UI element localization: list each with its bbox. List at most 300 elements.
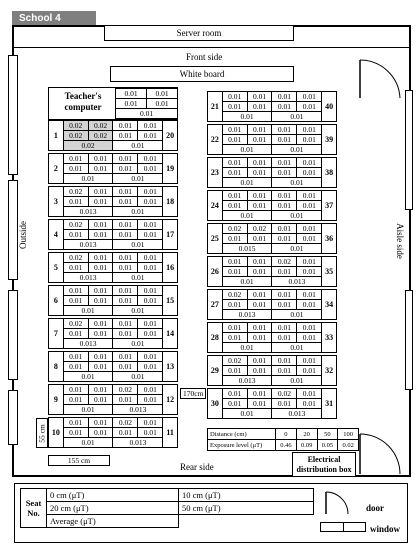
average-cell: 0.013 bbox=[222, 310, 272, 320]
seat-number: 36 bbox=[322, 224, 337, 254]
average-cell: 0.01 bbox=[272, 376, 322, 386]
reading-cell: 0.01 bbox=[272, 300, 297, 310]
reading-cell: 0.01 bbox=[247, 333, 272, 343]
reading-cell: 0.01 bbox=[247, 201, 272, 211]
reading-cell: 0.02 bbox=[272, 389, 297, 399]
seat-number: 4 bbox=[49, 220, 64, 250]
reading-cell: 0.01 bbox=[63, 352, 88, 362]
right-seat-pair bbox=[207, 355, 337, 386]
right-seat-pair bbox=[207, 223, 337, 254]
seat-number: 3 bbox=[49, 187, 64, 217]
reading-cell: 0.01 bbox=[297, 356, 322, 366]
reading-cell: 0.01 bbox=[297, 125, 322, 135]
reading-cell: 0.02 bbox=[222, 356, 247, 366]
front-side-label: Front side bbox=[186, 52, 223, 62]
reading-cell: 0.01 bbox=[297, 102, 322, 112]
reading-cell: 0.01 bbox=[222, 102, 247, 112]
window-right-2 bbox=[405, 290, 413, 390]
reading-cell: 0.01 bbox=[297, 224, 322, 234]
seat-number: 9 bbox=[49, 385, 64, 415]
reading-cell: 0.02 bbox=[113, 418, 138, 428]
teacher-value-grid bbox=[115, 88, 178, 119]
reading-cell: 0.01 bbox=[138, 164, 163, 174]
reading-cell: 0.01 bbox=[113, 296, 138, 306]
average-cell: 0.013 bbox=[113, 405, 163, 415]
seat-number: 21 bbox=[208, 92, 223, 122]
reading-cell: 0.01 bbox=[222, 300, 247, 310]
distance-value: 20 bbox=[296, 429, 317, 440]
reading-cell: 0.01 bbox=[297, 389, 322, 399]
average-cell: 0.01 bbox=[272, 343, 322, 353]
left-seat-pair bbox=[48, 153, 178, 184]
average-cell: 0.01 bbox=[113, 207, 163, 217]
server-room-divider bbox=[12, 47, 411, 48]
legend-0cm: 0 cm (μT) bbox=[47, 489, 179, 502]
reading-cell: 0.01 bbox=[247, 168, 272, 178]
reading-cell: 0.01 bbox=[138, 418, 163, 428]
reading-cell: 0.01 bbox=[63, 286, 88, 296]
teacher-value: 0.01 bbox=[147, 89, 178, 99]
teachers-computer bbox=[48, 87, 178, 120]
reading-cell: 0.01 bbox=[138, 352, 163, 362]
legend-10cm: 10 cm (μT) bbox=[179, 489, 314, 502]
reading-cell: 0.02 bbox=[222, 224, 247, 234]
left-seat-pair bbox=[48, 120, 178, 151]
reading-cell: 0.01 bbox=[247, 92, 272, 102]
reading-cell: 0.01 bbox=[88, 385, 113, 395]
average-cell: 0.01 bbox=[113, 174, 163, 184]
reading-cell: 0.01 bbox=[113, 197, 138, 207]
seat-number: 20 bbox=[163, 121, 178, 151]
reading-cell: 0.01 bbox=[247, 102, 272, 112]
reading-cell: 0.01 bbox=[88, 263, 113, 273]
reading-cell: 0.01 bbox=[222, 234, 247, 244]
seat-number: 26 bbox=[208, 257, 223, 287]
reading-cell: 0.01 bbox=[272, 333, 297, 343]
reading-cell: 0.01 bbox=[113, 428, 138, 438]
reading-cell: 0.01 bbox=[88, 329, 113, 339]
reading-cell: 0.01 bbox=[272, 191, 297, 201]
reading-cell: 0.01 bbox=[88, 296, 113, 306]
average-cell: 0.01 bbox=[222, 112, 272, 122]
average-cell: 0.013 bbox=[222, 376, 272, 386]
average-cell: 0.013 bbox=[272, 277, 322, 287]
reading-cell: 0.01 bbox=[113, 220, 138, 230]
legend-average: Average (μT) bbox=[47, 515, 179, 528]
reading-cell: 0.01 bbox=[272, 356, 297, 366]
seat-number: 32 bbox=[322, 356, 337, 386]
left-seat-pair bbox=[48, 186, 178, 217]
left-seat-pair bbox=[48, 285, 178, 316]
reading-cell: 0.01 bbox=[297, 201, 322, 211]
reading-cell: 0.01 bbox=[113, 319, 138, 329]
reading-cell: 0.01 bbox=[272, 399, 297, 409]
average-cell: 0.01 bbox=[113, 240, 163, 250]
window-legend-icon bbox=[320, 522, 366, 532]
reading-cell: 0.01 bbox=[138, 230, 163, 240]
right-seat-pair bbox=[207, 289, 337, 320]
reading-cell: 0.01 bbox=[88, 395, 113, 405]
rear-door-icon bbox=[358, 430, 410, 476]
right-seat-pair bbox=[207, 157, 337, 188]
reading-cell: 0.01 bbox=[297, 333, 322, 343]
reading-cell: 0.01 bbox=[88, 253, 113, 263]
right-seat-pair bbox=[207, 388, 337, 419]
reading-cell: 0.01 bbox=[222, 158, 247, 168]
teachers-computer-label: Teacher's computer bbox=[64, 91, 102, 112]
reading-cell: 0.01 bbox=[297, 323, 322, 333]
seat-number: 5 bbox=[49, 253, 64, 283]
reading-cell: 0.01 bbox=[272, 290, 297, 300]
reading-cell: 0.01 bbox=[247, 323, 272, 333]
reading-cell: 0.01 bbox=[88, 319, 113, 329]
distance-value: 0 bbox=[276, 429, 297, 440]
reading-cell: 0.01 bbox=[138, 263, 163, 273]
seat-number: 6 bbox=[49, 286, 64, 316]
reading-cell: 0.01 bbox=[138, 253, 163, 263]
reading-cell: 0.02 bbox=[272, 257, 297, 267]
reading-cell: 0.01 bbox=[247, 135, 272, 145]
average-cell: 0.013 bbox=[63, 339, 113, 349]
average-cell: 0.01 bbox=[113, 339, 163, 349]
average-cell: 0.01 bbox=[113, 141, 163, 151]
average-cell: 0.013 bbox=[63, 207, 113, 217]
seat-number: 25 bbox=[208, 224, 223, 254]
seat-number: 18 bbox=[163, 187, 178, 217]
rear-side-label: Rear side bbox=[180, 462, 214, 472]
reading-cell: 0.01 bbox=[222, 399, 247, 409]
reading-cell: 0.01 bbox=[138, 319, 163, 329]
aisle-side-label: Aisle side bbox=[395, 223, 405, 259]
seat-number: 33 bbox=[322, 323, 337, 353]
reading-cell: 0.01 bbox=[272, 366, 297, 376]
reading-cell: 0.01 bbox=[222, 333, 247, 343]
reading-cell: 0.01 bbox=[138, 121, 163, 131]
reading-cell: 0.01 bbox=[138, 395, 163, 405]
teacher-value: 0.01 bbox=[116, 89, 147, 99]
dimension-155cm: 155 cm bbox=[48, 455, 110, 466]
exposure-value: 0.46 bbox=[276, 440, 297, 451]
reading-cell: 0.01 bbox=[138, 154, 163, 164]
average-cell: 0.013 bbox=[113, 438, 163, 448]
teacher-value: 0.01 bbox=[116, 109, 178, 119]
average-cell: 0.013 bbox=[63, 273, 113, 283]
seat-number: 17 bbox=[163, 220, 178, 250]
reading-cell: 0.01 bbox=[297, 135, 322, 145]
exposure-label: Exposure level (μT) bbox=[208, 440, 276, 451]
reading-cell: 0.01 bbox=[88, 220, 113, 230]
reading-cell: 0.01 bbox=[272, 267, 297, 277]
reading-cell: 0.01 bbox=[138, 385, 163, 395]
reading-cell: 0.02 bbox=[113, 385, 138, 395]
reading-cell: 0.01 bbox=[138, 187, 163, 197]
average-cell: 0.01 bbox=[272, 211, 322, 221]
seat-number: 29 bbox=[208, 356, 223, 386]
reading-cell: 0.01 bbox=[63, 296, 88, 306]
reading-cell: 0.01 bbox=[63, 329, 88, 339]
reading-cell: 0.01 bbox=[222, 92, 247, 102]
reading-cell: 0.01 bbox=[138, 220, 163, 230]
reading-cell: 0.01 bbox=[272, 168, 297, 178]
reading-cell: 0.01 bbox=[113, 187, 138, 197]
average-cell: 0.01 bbox=[222, 211, 272, 221]
reading-cell: 0.01 bbox=[63, 230, 88, 240]
distance-value: 100 bbox=[338, 429, 359, 440]
electrical-distribution-box: Electrical distribution box bbox=[292, 452, 356, 477]
legend-50cm: 50 cm (μT) bbox=[179, 502, 314, 515]
outside-label: Outside bbox=[18, 221, 28, 249]
seat-number: 30 bbox=[208, 389, 223, 419]
reading-cell: 0.01 bbox=[297, 92, 322, 102]
reading-cell: 0.01 bbox=[247, 158, 272, 168]
reading-cell: 0.01 bbox=[297, 257, 322, 267]
reading-cell: 0.01 bbox=[272, 201, 297, 211]
seat-number: 12 bbox=[163, 385, 178, 415]
front-door-icon bbox=[358, 58, 410, 100]
door-legend-icon bbox=[322, 490, 362, 516]
average-cell: 0.015 bbox=[222, 244, 272, 254]
reading-cell: 0.01 bbox=[113, 131, 138, 141]
reading-cell: 0.01 bbox=[88, 197, 113, 207]
exposure-value: 0.02 bbox=[338, 440, 359, 451]
average-cell: 0.01 bbox=[113, 273, 163, 283]
reading-cell: 0.01 bbox=[272, 323, 297, 333]
right-seat-pair bbox=[207, 124, 337, 155]
reading-cell: 0.01 bbox=[138, 197, 163, 207]
exposure-table bbox=[207, 428, 359, 451]
reading-cell: 0.01 bbox=[247, 234, 272, 244]
reading-cell: 0.01 bbox=[113, 362, 138, 372]
seat-number: 35 bbox=[322, 257, 337, 287]
dimension-55cm-box bbox=[36, 418, 48, 448]
reading-cell: 0.01 bbox=[222, 201, 247, 211]
seat-number: 38 bbox=[322, 158, 337, 188]
right-seat-pair bbox=[207, 256, 337, 287]
reading-cell: 0.01 bbox=[222, 389, 247, 399]
reading-cell: 0.01 bbox=[113, 395, 138, 405]
reading-cell: 0.02 bbox=[63, 131, 88, 141]
left-seat-pair bbox=[48, 318, 178, 349]
average-cell: 0.01 bbox=[222, 277, 272, 287]
reading-cell: 0.01 bbox=[222, 135, 247, 145]
reading-cell: 0.01 bbox=[247, 290, 272, 300]
reading-cell: 0.01 bbox=[88, 286, 113, 296]
reading-cell: 0.01 bbox=[272, 125, 297, 135]
left-seat-pair bbox=[48, 351, 178, 382]
reading-cell: 0.01 bbox=[297, 158, 322, 168]
seat-number: 16 bbox=[163, 253, 178, 283]
seat-number: 37 bbox=[322, 191, 337, 221]
reading-cell: 0.01 bbox=[297, 366, 322, 376]
seat-number: 8 bbox=[49, 352, 64, 382]
reading-cell: 0.01 bbox=[297, 300, 322, 310]
reading-cell: 0.01 bbox=[247, 257, 272, 267]
average-cell: 0.01 bbox=[222, 409, 272, 419]
reading-cell: 0.01 bbox=[113, 230, 138, 240]
school-title: School 4 bbox=[12, 11, 96, 26]
average-cell: 0.01 bbox=[113, 306, 163, 316]
seat-number: 34 bbox=[322, 290, 337, 320]
seat-number: 10 bbox=[49, 418, 64, 448]
left-seat-pair bbox=[48, 384, 178, 415]
average-cell: 0.01 bbox=[272, 145, 322, 155]
seat-number: 14 bbox=[163, 319, 178, 349]
seat-number: 40 bbox=[322, 92, 337, 122]
reading-cell: 0.02 bbox=[63, 187, 88, 197]
reading-cell: 0.01 bbox=[113, 286, 138, 296]
reading-cell: 0.01 bbox=[272, 102, 297, 112]
average-cell: 0.01 bbox=[63, 372, 113, 382]
reading-cell: 0.01 bbox=[113, 263, 138, 273]
reading-cell: 0.01 bbox=[222, 125, 247, 135]
reading-cell: 0.01 bbox=[63, 362, 88, 372]
distance-value: 50 bbox=[317, 429, 338, 440]
window-left-1 bbox=[8, 55, 18, 175]
seat-number: 23 bbox=[208, 158, 223, 188]
reading-cell: 0.01 bbox=[88, 352, 113, 362]
right-seat-pair bbox=[207, 322, 337, 353]
average-cell: 0.01 bbox=[272, 112, 322, 122]
reading-cell: 0.01 bbox=[222, 267, 247, 277]
reading-cell: 0.01 bbox=[247, 389, 272, 399]
reading-cell: 0.01 bbox=[272, 224, 297, 234]
reading-cell: 0.01 bbox=[138, 428, 163, 438]
reading-cell: 0.01 bbox=[247, 366, 272, 376]
reading-cell: 0.01 bbox=[88, 164, 113, 174]
distance-label: Distance (cm) bbox=[208, 429, 276, 440]
seat-number: 39 bbox=[322, 125, 337, 155]
reading-cell: 0.01 bbox=[63, 154, 88, 164]
left-seat-pair bbox=[48, 219, 178, 250]
door-legend-label: door bbox=[366, 503, 384, 513]
seat-number: 22 bbox=[208, 125, 223, 155]
average-cell: 0.01 bbox=[63, 405, 113, 415]
reading-cell: 0.01 bbox=[113, 352, 138, 362]
reading-cell: 0.01 bbox=[297, 191, 322, 201]
legend-table bbox=[20, 488, 314, 528]
reading-cell: 0.01 bbox=[138, 362, 163, 372]
window-legend-label: window bbox=[370, 524, 401, 534]
reading-cell: 0.01 bbox=[88, 418, 113, 428]
seat-number: 13 bbox=[163, 352, 178, 382]
reading-cell: 0.02 bbox=[63, 319, 88, 329]
reading-cell: 0.01 bbox=[297, 234, 322, 244]
reading-cell: 0.01 bbox=[247, 399, 272, 409]
reading-cell: 0.02 bbox=[63, 253, 88, 263]
reading-cell: 0.01 bbox=[222, 191, 247, 201]
teacher-value: 0.01 bbox=[116, 99, 147, 109]
reading-cell: 0.02 bbox=[88, 131, 113, 141]
seat-number: 7 bbox=[49, 319, 64, 349]
average-cell: 0.01 bbox=[63, 306, 113, 316]
window-left-3 bbox=[8, 290, 18, 380]
average-cell: 0.013 bbox=[272, 409, 322, 419]
legend-seat-no: Seat No. bbox=[21, 489, 47, 528]
left-seat-pair bbox=[48, 252, 178, 283]
average-cell: 0.01 bbox=[272, 244, 322, 254]
white-board: White board bbox=[110, 66, 294, 82]
reading-cell: 0.01 bbox=[297, 399, 322, 409]
seat-number: 15 bbox=[163, 286, 178, 316]
average-cell: 0.01 bbox=[272, 310, 322, 320]
average-cell: 0.01 bbox=[272, 178, 322, 188]
reading-cell: 0.01 bbox=[113, 253, 138, 263]
average-cell: 0.02 bbox=[63, 141, 113, 151]
reading-cell: 0.02 bbox=[222, 290, 247, 300]
reading-cell: 0.01 bbox=[63, 197, 88, 207]
average-cell: 0.01 bbox=[222, 343, 272, 353]
average-cell: 0.01 bbox=[222, 178, 272, 188]
window-right-1 bbox=[405, 90, 413, 210]
reading-cell: 0.01 bbox=[63, 385, 88, 395]
window-left-4 bbox=[8, 390, 18, 445]
reading-cell: 0.01 bbox=[247, 356, 272, 366]
seat-number: 2 bbox=[49, 154, 64, 184]
dimension-170cm: 170cm bbox=[180, 388, 206, 399]
reading-cell: 0.01 bbox=[138, 329, 163, 339]
window-left-2 bbox=[8, 180, 18, 280]
reading-cell: 0.01 bbox=[247, 267, 272, 277]
reading-cell: 0.01 bbox=[63, 164, 88, 174]
average-cell: 0.01 bbox=[63, 438, 113, 448]
reading-cell: 0.01 bbox=[272, 234, 297, 244]
left-seat-pair bbox=[48, 417, 178, 448]
reading-cell: 0.01 bbox=[297, 267, 322, 277]
reading-cell: 0.01 bbox=[222, 323, 247, 333]
reading-cell: 0.02 bbox=[63, 220, 88, 230]
reading-cell: 0.01 bbox=[297, 168, 322, 178]
reading-cell: 0.01 bbox=[88, 187, 113, 197]
dimension-55cm: 55 cm bbox=[37, 424, 47, 443]
reading-cell: 0.01 bbox=[63, 418, 88, 428]
reading-cell: 0.01 bbox=[88, 230, 113, 240]
reading-cell: 0.01 bbox=[247, 191, 272, 201]
seat-number: 27 bbox=[208, 290, 223, 320]
reading-cell: 0.01 bbox=[63, 428, 88, 438]
reading-cell: 0.01 bbox=[88, 428, 113, 438]
reading-cell: 0.01 bbox=[272, 92, 297, 102]
average-cell: 0.01 bbox=[63, 174, 113, 184]
reading-cell: 0.01 bbox=[297, 290, 322, 300]
seat-number: 24 bbox=[208, 191, 223, 221]
reading-cell: 0.01 bbox=[138, 131, 163, 141]
seat-number: 1 bbox=[49, 121, 64, 151]
reading-cell: 0.01 bbox=[88, 362, 113, 372]
exposure-value: 0.09 bbox=[296, 440, 317, 451]
exposure-value: 0.05 bbox=[317, 440, 338, 451]
reading-cell: 0.02 bbox=[63, 121, 88, 131]
reading-cell: 0.01 bbox=[113, 329, 138, 339]
reading-cell: 0.01 bbox=[113, 121, 138, 131]
legend-20cm: 20 cm (μT) bbox=[47, 502, 179, 515]
reading-cell: 0.01 bbox=[222, 168, 247, 178]
right-seat-pair bbox=[207, 91, 337, 122]
average-cell: 0.013 bbox=[63, 240, 113, 250]
reading-cell: 0.01 bbox=[272, 158, 297, 168]
average-cell: 0.01 bbox=[113, 372, 163, 382]
reading-cell: 0.01 bbox=[88, 154, 113, 164]
reading-cell: 0.01 bbox=[113, 164, 138, 174]
reading-cell: 0.01 bbox=[113, 154, 138, 164]
teacher-value: 0.01 bbox=[147, 99, 178, 109]
reading-cell: 0.01 bbox=[63, 395, 88, 405]
reading-cell: 0.01 bbox=[247, 300, 272, 310]
reading-cell: 0.01 bbox=[272, 135, 297, 145]
reading-cell: 0.01 bbox=[247, 125, 272, 135]
reading-cell: 0.02 bbox=[247, 224, 272, 234]
average-cell: 0.01 bbox=[222, 145, 272, 155]
seat-number: 19 bbox=[163, 154, 178, 184]
